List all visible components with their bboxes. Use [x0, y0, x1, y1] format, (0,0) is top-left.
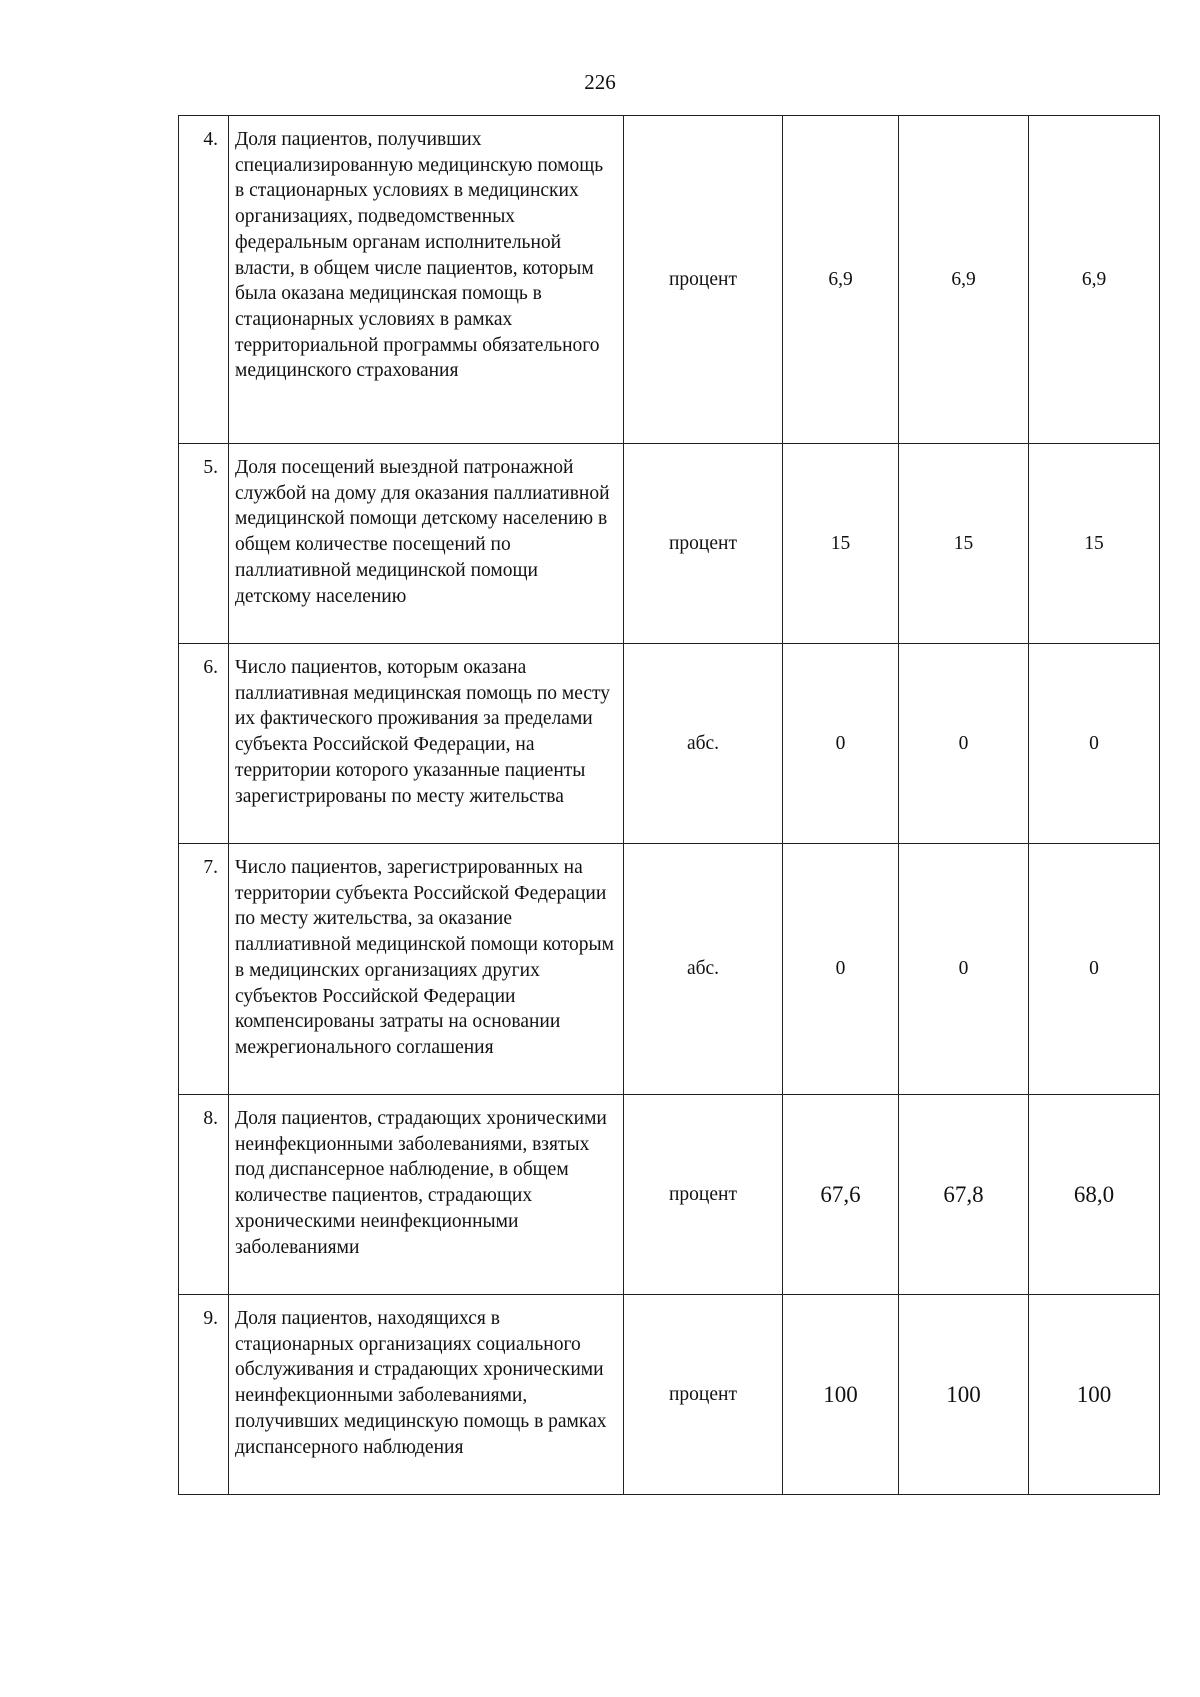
indicator-text: Число пациентов, которым оказана паллиативная медицинская помощь по месту их фактического проживания за пределами субъекта Российской Федерации, на территории которого указанные пациенты зарегистрированы по месту жительства: [229, 644, 624, 844]
indicator-text: Доля посещений выездной патронажной службой на дому для оказания паллиативной медицинской помощи детскому населению в общем количестве посещений по паллиативной медицинской помощи детскому населению: [229, 444, 624, 644]
value-cell: 15: [1029, 444, 1160, 644]
value-cell: 67,6: [783, 1095, 899, 1295]
indicator-text: Доля пациентов, получивших специализированную медицинскую помощь в стационарных условиях в медицинских организациях, подведомственных федеральным органам исполнительной власти, в общем числе пациентов, которым была оказана медицинская помощь в стационарных условиях в рамках территориальной программы обязательного медицинского страхования: [229, 116, 624, 444]
unit-cell: процент: [624, 1095, 783, 1295]
unit-cell: процент: [624, 116, 783, 444]
table-row: [179, 644, 1160, 844]
value-cell: 0: [1029, 644, 1160, 844]
table-row: [179, 444, 1160, 644]
value-cell: 0: [1029, 844, 1160, 1095]
value-cell: 6,9: [783, 116, 899, 444]
value-cell: 100: [1029, 1295, 1160, 1495]
indicators-table: [178, 115, 1160, 1495]
value-cell: 100: [899, 1295, 1029, 1495]
row-number: 7.: [179, 844, 229, 1095]
indicator-text: Доля пациентов, находящихся в стационарных организациях социального обслуживания и страдающих хроническими неинфекционными заболеваниями, получивших медицинскую помощь в рамках диспансерного наблюдения: [229, 1295, 624, 1495]
value-cell: 100: [783, 1295, 899, 1495]
table-row: [179, 116, 1160, 444]
table-row: [179, 1095, 1160, 1295]
value-cell: 0: [899, 844, 1029, 1095]
value-cell: 0: [899, 644, 1029, 844]
value-cell: 0: [783, 644, 899, 844]
value-cell: 6,9: [899, 116, 1029, 444]
table-row: [179, 844, 1160, 1095]
unit-cell: процент: [624, 444, 783, 644]
row-number: 5.: [179, 444, 229, 644]
unit-cell: абс.: [624, 644, 783, 844]
table-row: [179, 1295, 1160, 1495]
unit-cell: процент: [624, 1295, 783, 1495]
row-number: 6.: [179, 644, 229, 844]
value-cell: 67,8: [899, 1095, 1029, 1295]
indicator-text: Доля пациентов, страдающих хроническими неинфекционными заболеваниями, взятых под диспансерное наблюдение, в общем количестве пациентов, страдающих хроническими неинфекционными заболеваниями: [229, 1095, 624, 1295]
value-cell: 68,0: [1029, 1095, 1160, 1295]
value-cell: 0: [783, 844, 899, 1095]
unit-cell: абс.: [624, 844, 783, 1095]
row-number: 4.: [179, 116, 229, 444]
row-number: 9.: [179, 1295, 229, 1495]
value-cell: 6,9: [1029, 116, 1160, 444]
page-number: 226: [584, 70, 616, 94]
row-number: 8.: [179, 1095, 229, 1295]
value-cell: 15: [899, 444, 1029, 644]
indicator-text: Число пациентов, зарегистрированных на территории субъекта Российской Федерации по месту жительства, за оказание паллиативной медицинской помощи которым в медицинских организациях других субъектов Российской Федерации компенсированы затраты на основании межрегионального соглашения: [229, 844, 624, 1095]
value-cell: 15: [783, 444, 899, 644]
